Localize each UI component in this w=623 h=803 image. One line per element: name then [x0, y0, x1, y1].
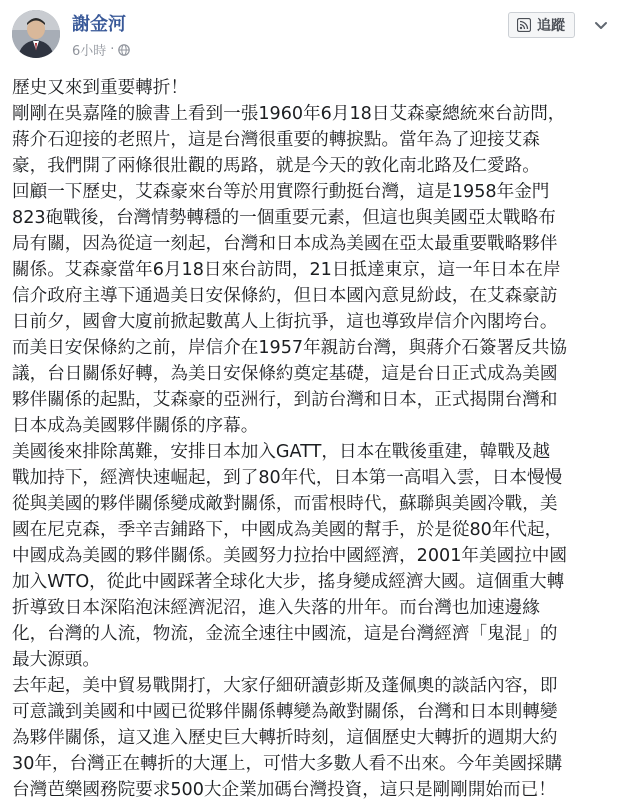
- rss-icon: [517, 18, 531, 32]
- post-header: [0, 0, 623, 74]
- post-text-line: 為夥伴關係，這又進入歷史巨大轉折時刻，這個歷史大轉折的週期大約: [12, 728, 558, 748]
- post-text-line: 化，台灣的人流，物流，金流全速往中國流，這是台灣經濟「鬼混」的: [12, 624, 558, 644]
- post-text-line: 信介政府主導下通過美日安保條約，但日本國內意見紛歧，在艾森豪訪: [12, 286, 558, 306]
- post-text-line: 夥伴關係的起點，艾森豪的亞洲行，到訪台灣和日本，正式揭開台灣和: [12, 390, 558, 410]
- more-options-button[interactable]: [589, 12, 613, 38]
- post-text-line: 日本成為美國夥伴關係的序幕。: [12, 416, 259, 436]
- post-timestamp[interactable]: 6小時: [72, 44, 107, 59]
- post-text-line: 關係。艾森豪當年6月18日來台訪問，21日抵達東京，這一年日本在岸: [12, 260, 561, 280]
- post-meta: [72, 40, 130, 59]
- post-text-line: 國在尼克森，季辛吉鋪路下，中國成為美國的幫手，於是從80年代起，: [12, 520, 563, 540]
- post-text-line: 最大源頭。: [12, 650, 100, 670]
- globe-icon[interactable]: [118, 44, 130, 56]
- post-text-line: 中國成為美國的夥伴關係。美國努力拉抬中國經濟，2001年美國拉中國: [12, 546, 567, 566]
- post-text-line: 議，台日關係好轉，為美日安保條約奠定基礎，這是台日正式成為美國: [12, 364, 558, 384]
- post-text-line: 歷史又來到重要轉折！: [12, 78, 188, 98]
- post-text-line: 局有關，因為從這一刻起，台灣和日本成為美國在亞太最重要戰略夥伴: [12, 234, 558, 254]
- post-text-line: 折導致日本深陷泡沫經濟泥沼，進入失落的卅年。而台灣也加速邊緣: [12, 598, 540, 618]
- meta-separator: ·: [110, 42, 115, 57]
- post-text-line: 台灣芭樂國務院要求500大企業加碼台灣投資，這只是剛剛開始而已！: [12, 780, 556, 800]
- post-text-line: 蔣介石迎接的老照片，這是台灣很重要的轉捩點。當年為了迎接艾森: [12, 130, 540, 150]
- post-text-line: 823砲戰後，台灣情勢轉穩的一個重要元素，但這也與美國亞太戰略布: [12, 208, 556, 228]
- post-text-line: 從與美國的夥伴關係變成敵對關係，而雷根時代，蘇聯與美國冷戰，美: [12, 494, 558, 514]
- post-text-line: 豪，我們開了兩條很壯觀的馬路，就是今天的敦化南北路及仁愛路。: [12, 156, 540, 176]
- chevron-down-icon: [594, 16, 608, 35]
- post-text-line: 可意識到美國和中國已從夥伴關係轉變為敵對關係，台灣和日本則轉變: [12, 702, 558, 722]
- post-text-line: 剛剛在吳嘉隆的臉書上看到一張1960年6月18日艾森豪總統來台訪問，: [12, 104, 566, 124]
- post-text-line: 30年，台灣正在轉折的大運上，可惜大多數人看不出來。今年美國採購: [12, 754, 563, 774]
- follow-button[interactable]: [508, 12, 575, 38]
- post-text-line: 回顧一下歷史，艾森豪來台等於用實際行動挺台灣，這是1958年金門: [12, 182, 550, 202]
- post-text-line: 美國後來排除萬難，安排日本加入GATT，日本在戰後重建，韓戰及越: [12, 442, 551, 462]
- post-text-line: 而美日安保條約之前，岸信介在1957年親訪台灣，與蔣介石簽署反共協: [12, 338, 567, 358]
- post-text-line: 戰加持下，經濟快速崛起，到了80年代，日本第一高唱入雲，日本慢慢: [12, 468, 563, 488]
- avatar[interactable]: [12, 10, 60, 58]
- post-text-line: 去年起，美中貿易戰開打，大家仔細研讀彭斯及蓬佩奧的談話內容，即: [12, 676, 558, 696]
- post-text-line: 加入WTO，從此中國踩著全球化大步，搖身變成經濟大國。這個重大轉: [12, 572, 565, 592]
- author-name[interactable]: 謝金河: [72, 14, 126, 35]
- post-text-line: 日前夕，國會大廈前掀起數萬人上街抗爭，這也導致岸信介內閣垮台。: [12, 312, 558, 332]
- follow-label: 追蹤: [537, 18, 565, 34]
